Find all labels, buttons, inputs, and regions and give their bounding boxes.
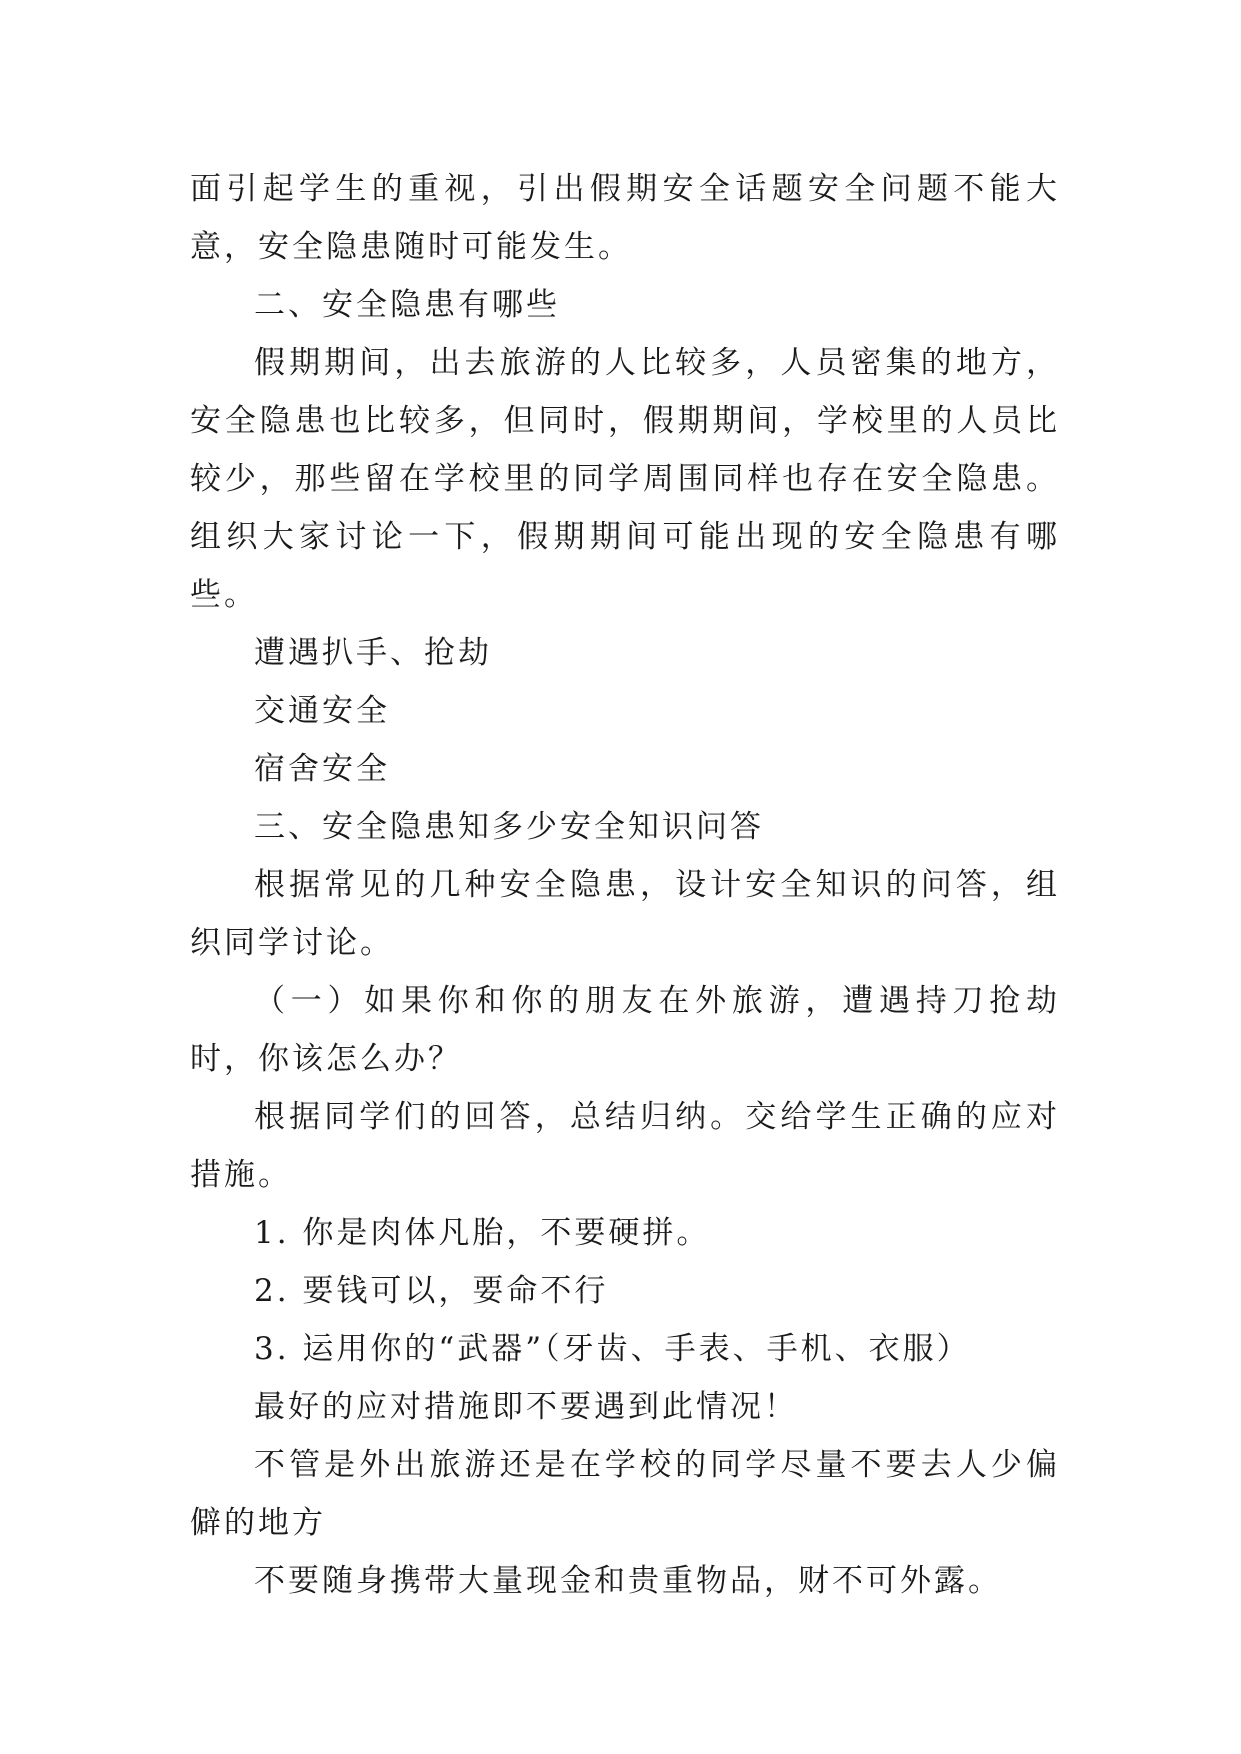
paragraph: 最好的应对措施即不要遇到此情况！: [254, 1389, 798, 1425]
list-item: 遭遇扒手、抢劫: [254, 635, 492, 671]
numbered-item: 2. 要钱可以，要命不行: [254, 1273, 609, 1309]
paragraph: 面引起学生的重视，引出假期安全话题安全问题不能大意，安全隐患随时可能发生。: [190, 171, 1060, 265]
section-heading: 二、安全隐患有哪些: [254, 287, 560, 323]
paragraph: 根据常见的几种安全隐患，设计安全知识的问答，组织同学讨论。: [190, 867, 1060, 961]
section-heading: 三、安全隐患知多少安全知识问答: [254, 809, 764, 845]
paragraph: 根据同学们的回答，总结归纳。交给学生正确的应对措施。: [190, 1099, 1060, 1193]
paragraph: 不要随身携带大量现金和贵重物品，财不可外露。: [254, 1563, 1002, 1599]
question-heading: （一）如果你和你的朋友在外旅游，遭遇持刀抢劫时，你该怎么办？: [190, 983, 1060, 1077]
list-item: 交通安全: [254, 693, 390, 729]
list-item: 宿舍安全: [254, 751, 390, 787]
numbered-item: 3. 运用你的“武器”（牙齿、手表、手机、衣服）: [254, 1331, 971, 1367]
paragraph: 假期期间，出去旅游的人比较多，人员密集的地方，安全隐患也比较多，但同时，假期期间，学校里的人员比较少，那些留在学校里的同学周围同样也存在安全隐患。组织大家讨论一下，假期期间可能出现的安全隐患有哪些。: [190, 345, 1060, 613]
paragraph: 不管是外出旅游还是在学校的同学尽量不要去人少偏僻的地方: [190, 1447, 1060, 1541]
document-body: [190, 160, 1060, 1610]
numbered-item: 1. 你是肉体凡胎，不要硬拼。: [254, 1215, 711, 1251]
